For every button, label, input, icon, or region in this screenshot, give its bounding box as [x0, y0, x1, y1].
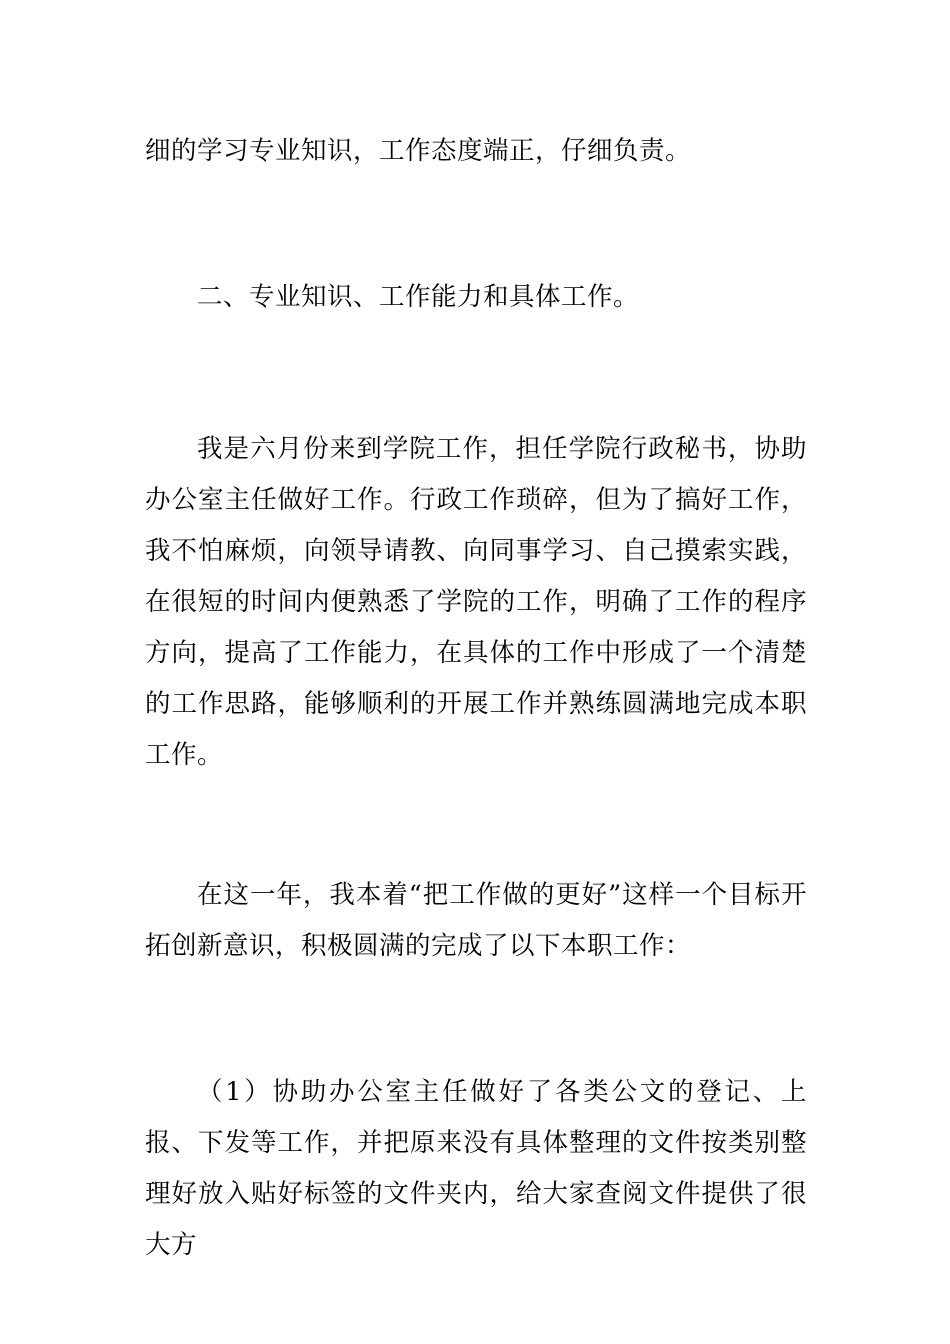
section-heading: 二、专业知识、工作能力和具体工作。 [197, 282, 640, 312]
paragraph-yearly-goal: 在这一年，我本着“把工作做的更好”这样一个目标开拓创新意识，积极圆满的完成了以下本职工作： [145, 880, 807, 961]
paragraph-item-1: （1）协助办公室主任做好了各类公文的登记、上报、下发等工作，并把原来没有具体整理的文件按类别整理好放入贴好标签的文件夹内，给大家查阅文件提供了很大方 [145, 1077, 807, 1260]
paragraph-continuation: 细的学习专业知识，工作态度端正，仔细负责。 [145, 136, 692, 166]
paragraph-work-intro: 我是六月份来到学院工作，担任学院行政秘书，协助办公室主任做好工作。行政工作琐碎，但为了搞好工作，我不怕麻烦，向领导请教、向同事学习、自己摸索实践，在很短的时间内便熟悉了学院的工作，明确了工作的程序方向，提高了工作能力，在具体的工作中形成了一个清楚的工作思路，能够顺利的开展工作并熟练圆满地完成本职工作。 [145, 434, 807, 770]
